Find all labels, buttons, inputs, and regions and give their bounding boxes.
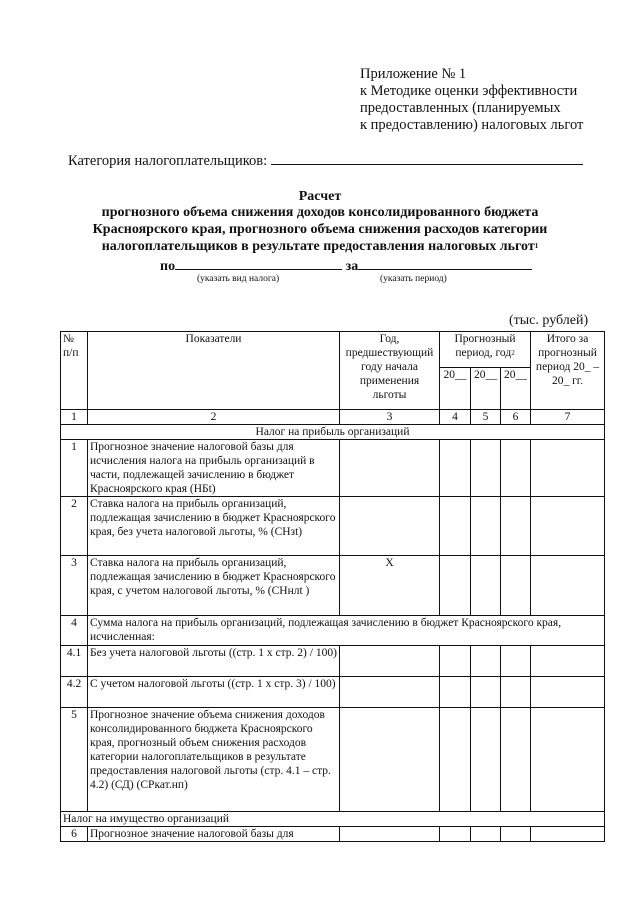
appendix-line-1: Приложение № 1 xyxy=(360,66,467,82)
row-year-cell xyxy=(440,677,471,708)
document-subtitle xyxy=(0,204,640,255)
row-text: Сумма налога на прибыль организаций, подлежащая зачислению в бюджет Красноярского края, исчисленная: xyxy=(88,616,605,646)
header-forecast: Прогнозный период, год2 xyxy=(440,332,531,368)
column-number-row xyxy=(61,410,605,425)
subtitle-line-1: прогнозного объема снижения доходов консолидированного бюджета xyxy=(101,205,539,220)
row-year-cell xyxy=(471,556,501,616)
header-num: № п/п xyxy=(61,332,88,410)
row-num: 1 xyxy=(61,440,88,497)
row-total-cell xyxy=(531,677,605,708)
za-label: за xyxy=(345,259,359,274)
row-year-cell xyxy=(471,708,501,812)
col-number-1: 1 xyxy=(61,410,88,425)
col-number-5: 5 xyxy=(471,410,501,425)
tax-type-blank xyxy=(175,257,342,270)
taxpayer-category xyxy=(68,151,583,170)
calculation-table xyxy=(60,331,605,842)
forecast-footnote-mark: 2 xyxy=(511,349,515,357)
appendix-line-3: предоставленных (планируемых xyxy=(360,100,561,116)
header-row xyxy=(61,332,605,368)
row-year-cell xyxy=(440,556,471,616)
row-total-cell xyxy=(531,440,605,497)
row-total-cell xyxy=(531,646,605,677)
row-num: 4.2 xyxy=(61,677,88,708)
section-property-tax-label: Налог на имущество организаций xyxy=(61,812,605,827)
row-year-cell xyxy=(440,708,471,812)
col-number-6: 6 xyxy=(501,410,531,425)
po-label: по xyxy=(160,259,176,274)
row-year-cell xyxy=(501,497,531,556)
row-year-cell xyxy=(501,827,531,842)
row-prev-year-cell xyxy=(340,440,440,497)
row-year-cell xyxy=(440,497,471,556)
subtitle-line-2: Красноярского края, прогнозного объема снижения расходов категории xyxy=(92,222,548,237)
table-row xyxy=(61,440,605,497)
table-row xyxy=(61,556,605,616)
section-profit-tax xyxy=(61,425,605,440)
row-text: С учетом налоговой льготы ((стр. 1 х стр. 3) / 100) xyxy=(88,677,340,708)
row-text: Без учета налоговой льготы ((стр. 1 х стр. 2) / 100) xyxy=(88,646,340,677)
row-total-cell xyxy=(531,497,605,556)
row-year-cell xyxy=(501,708,531,812)
row-text: Прогнозное значение налоговой базы для исчисления налога на прибыль организаций в части, подлежащей зачислению в бюджет Красноярского края (НБt) xyxy=(88,440,340,497)
year-3: 20__ xyxy=(501,368,531,410)
row-text: Прогнозное значение объема снижения доходов консолидированного бюджета Красноярского края, прогнозный объем снижения расходов категории налогоплательщиков в результате предоставления налоговой льготы (стр. 4.1 – стр. 4.2) (СД) (СРкат.нп) xyxy=(88,708,340,812)
row-year-cell xyxy=(471,497,501,556)
row-year-cell xyxy=(501,556,531,616)
units-label: (тыс. рублей) xyxy=(509,313,589,328)
row-prev-year-cell xyxy=(340,708,440,812)
row-num: 4 xyxy=(61,616,88,646)
hint-period: (указать период) xyxy=(380,274,447,284)
header-total: Итого за прогнозный период 20_ – 20_ гг. xyxy=(531,332,605,410)
year-1: 20__ xyxy=(440,368,471,410)
row-year-cell xyxy=(501,440,531,497)
row-year-cell xyxy=(440,646,471,677)
row-text: Ставка налога на прибыль организаций, подлежащая зачислению в бюджет Красноярского края, с учетом налоговой льготы, % (СНнлt ) xyxy=(88,556,340,616)
row-num: 3 xyxy=(61,556,88,616)
section-property-tax xyxy=(61,812,605,827)
row-prev-year-cell: Х xyxy=(340,556,440,616)
row-year-cell xyxy=(440,440,471,497)
row-year-cell xyxy=(440,827,471,842)
row-year-cell xyxy=(501,677,531,708)
tax-period-line xyxy=(160,257,532,275)
row-text: Ставка налога на прибыль организаций, подлежащая зачислению в бюджет Красноярского края, без учета налоговой льготы, % (СНзt) xyxy=(88,497,340,556)
header-prev-year: Год, предшествующий году начала применения льготы xyxy=(340,332,440,410)
footnote-mark: 1 xyxy=(534,242,539,250)
table-row xyxy=(61,646,605,677)
category-label: Категория налогоплательщиков: xyxy=(68,153,268,169)
row-total-cell xyxy=(531,556,605,616)
row-year-cell xyxy=(471,677,501,708)
row-year-cell xyxy=(471,646,501,677)
row-num: 4.1 xyxy=(61,646,88,677)
appendix-line-4: к предоставлению) налоговых льгот xyxy=(360,117,584,133)
period-blank xyxy=(358,257,532,270)
document-title: Расчет xyxy=(298,189,342,204)
row-year-cell xyxy=(471,440,501,497)
row-year-cell xyxy=(471,827,501,842)
col-number-7: 7 xyxy=(531,410,605,425)
row-total-cell xyxy=(531,827,605,842)
table-row xyxy=(61,677,605,708)
row-prev-year-cell xyxy=(340,497,440,556)
row-num: 2 xyxy=(61,497,88,556)
row-num: 5 xyxy=(61,708,88,812)
row-text: Прогнозное значение налоговой базы для xyxy=(88,827,340,842)
appendix-line-2: к Методике оценки эффективности xyxy=(360,83,578,99)
subtitle-line-3: налогоплательщиков в результате предоставления налоговых льгот1 xyxy=(101,239,539,254)
section-profit-tax-label: Налог на прибыль организаций xyxy=(61,425,605,440)
col-number-3: 3 xyxy=(340,410,440,425)
table-row xyxy=(61,708,605,812)
appendix-block xyxy=(360,66,583,134)
col-number-4: 4 xyxy=(440,410,471,425)
year-2: 20__ xyxy=(471,368,501,410)
header-indicators: Показатели xyxy=(88,332,340,410)
row-year-cell xyxy=(501,646,531,677)
row-prev-year-cell xyxy=(340,646,440,677)
row-prev-year-cell xyxy=(340,677,440,708)
row-total-cell xyxy=(531,708,605,812)
row-num: 6 xyxy=(61,827,88,842)
table-row xyxy=(61,497,605,556)
category-blank-line xyxy=(271,151,583,165)
row-prev-year-cell xyxy=(340,827,440,842)
hint-tax-type: (указать вид налога) xyxy=(197,274,280,284)
table-row xyxy=(61,616,605,646)
col-number-2: 2 xyxy=(88,410,340,425)
table-row xyxy=(61,827,605,842)
